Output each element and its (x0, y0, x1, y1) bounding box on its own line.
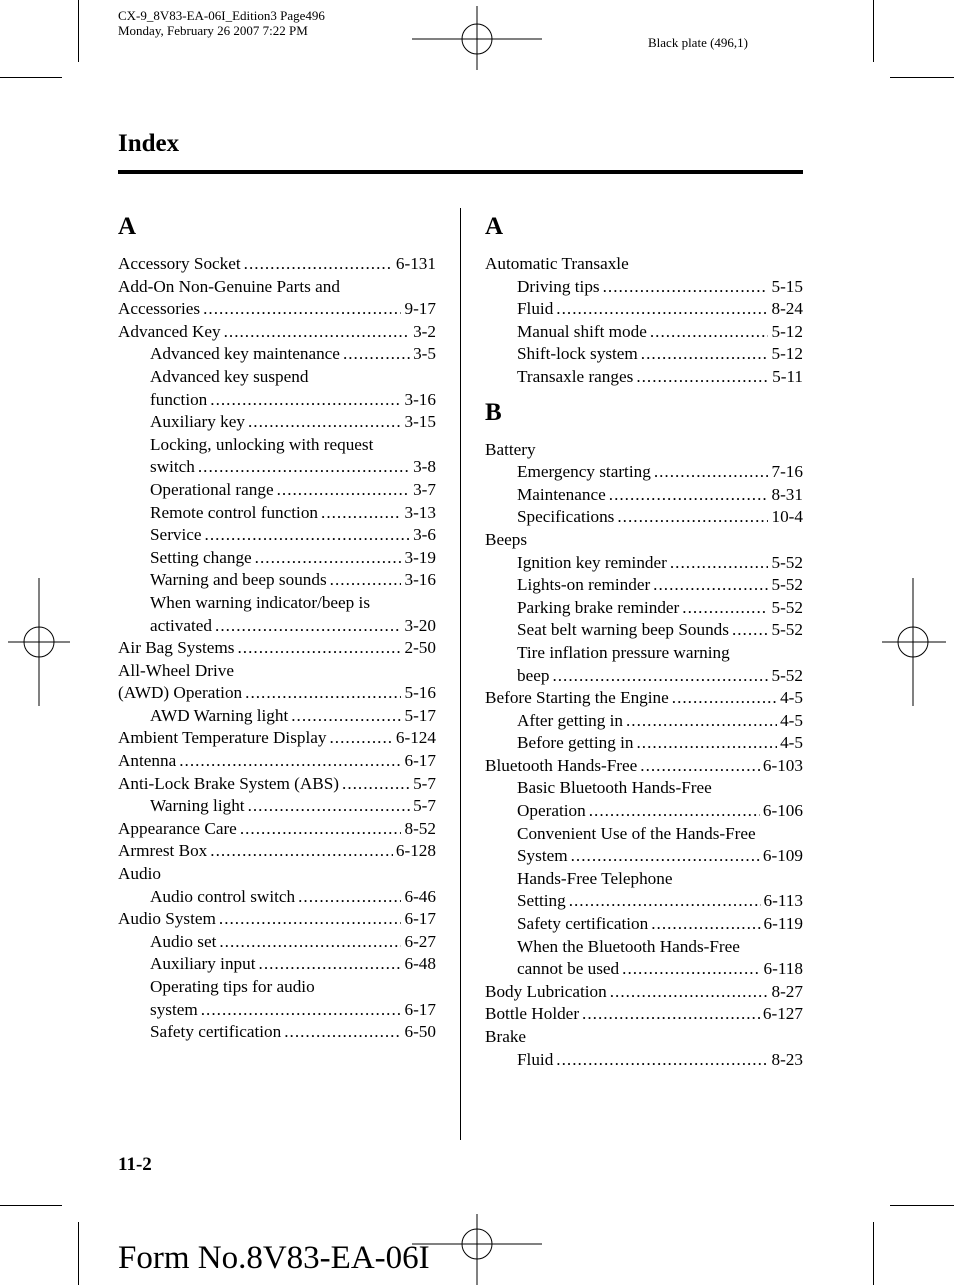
dot-leader (248, 411, 401, 434)
dot-leader (219, 908, 402, 931)
index-entry-page: 3-6 (413, 525, 436, 545)
index-entry (118, 434, 436, 457)
index-entry-page: 6-103 (762, 755, 803, 775)
index-entry (118, 366, 436, 389)
index-entry (485, 755, 803, 778)
crop-mark (873, 1222, 874, 1285)
index-entry-text: Setting change (150, 547, 252, 567)
index-entry (118, 931, 436, 954)
index-entry (485, 484, 803, 507)
index-entry-page: 3-7 (413, 479, 436, 499)
index-entry-page: 4-5 (780, 733, 803, 753)
dot-leader (636, 732, 777, 755)
index-entry-text: Accessories (118, 299, 201, 319)
index-entry-text: Armrest Box (118, 841, 208, 861)
index-entry-page: 6-128 (395, 841, 436, 861)
index-entry (485, 710, 803, 733)
index-entry (118, 389, 436, 412)
section-heading-a: A (485, 213, 504, 240)
index-entry-page: 3-13 (404, 502, 436, 522)
dot-leader (255, 547, 402, 570)
index-entry-page: 6-50 (404, 1022, 436, 1042)
index-entry-text: Ambient Temperature Display (118, 728, 327, 748)
dot-leader (342, 773, 410, 796)
index-entry (485, 298, 803, 321)
index-entry (118, 569, 436, 592)
header-plate: Black plate (496,1) (648, 35, 748, 50)
index-entry-text: cannot be used (517, 959, 620, 979)
dot-leader (245, 682, 401, 705)
registration-mark-left (8, 578, 70, 706)
index-entry (485, 845, 803, 868)
dot-leader (654, 461, 769, 484)
index-entry (118, 343, 436, 366)
dot-leader (321, 502, 401, 525)
index-entry-text: Safety certification (150, 1022, 282, 1042)
index-entry-text: Add-On Non-Genuine Parts and (118, 276, 340, 296)
index-entry (118, 999, 436, 1022)
index-entry (118, 705, 436, 728)
left-column (118, 211, 436, 1044)
dot-leader (219, 931, 401, 954)
index-entry-text: Advanced key suspend (150, 366, 309, 386)
index-entry-text: Shift-lock system (517, 344, 638, 364)
index-entry (118, 840, 436, 863)
index-entry-text: switch (150, 457, 195, 477)
index-entry (118, 795, 436, 818)
index-entry (118, 479, 436, 502)
index-entry (485, 823, 803, 846)
section-heading-a: A (118, 213, 137, 240)
index-entry-text: Appearance Care (118, 818, 237, 838)
index-entry (485, 913, 803, 936)
index-entry (485, 1049, 803, 1072)
index-entry (118, 750, 436, 773)
index-entry-list (485, 253, 803, 389)
index-entry-page: 5-15 (771, 276, 803, 296)
index-entry-text: Operating tips for audio (150, 977, 315, 996)
index-entry-page: 6-17 (404, 751, 436, 771)
index-entry (485, 1003, 803, 1026)
index-entry-text: Before getting in (517, 733, 634, 753)
index-entry-page: 5-11 (772, 366, 803, 386)
index-entry (485, 732, 803, 755)
index-entry (485, 890, 803, 913)
index-entry (118, 456, 436, 479)
dot-leader (571, 845, 760, 868)
dot-leader (179, 750, 401, 773)
registration-mark-right (882, 578, 946, 706)
dot-leader (617, 506, 768, 529)
index-entry-text: Body Lubrication (485, 981, 607, 1001)
index-entry-text: Auxiliary input (150, 954, 256, 974)
index-entry (118, 727, 436, 750)
index-entry-page: 6-127 (762, 1004, 803, 1024)
dot-leader (672, 687, 777, 710)
index-entry-text: Anti-Lock Brake System (ABS) (118, 773, 340, 793)
crop-mark (78, 0, 79, 62)
index-entry-text: Driving tips (517, 276, 600, 296)
crop-mark (873, 0, 874, 62)
dot-leader (610, 981, 769, 1004)
index-entry-page: 3-2 (413, 321, 436, 341)
index-entry (485, 958, 803, 981)
index-entry-page: 3-16 (404, 389, 436, 409)
index-entry-text: Fluid (517, 1049, 554, 1069)
index-entry-page: 5-52 (771, 620, 803, 640)
index-entry-text: Transaxle ranges (517, 366, 634, 386)
index-entry (118, 818, 436, 841)
index-entry-text: Audio System (118, 909, 216, 929)
index-entry-page: 5-16 (404, 683, 436, 703)
index-entry (485, 321, 803, 344)
index-entry-page: 8-31 (771, 484, 803, 504)
index-entry-page: 3-8 (413, 457, 436, 477)
index-entry-text: Air Bag Systems (118, 638, 235, 658)
index-entry-page: 5-52 (771, 552, 803, 572)
dot-leader (622, 958, 760, 981)
index-entry-text: Beeps (485, 529, 528, 549)
index-entry-text: Convenient Use of the Hands-Free (517, 823, 756, 843)
index-entry (118, 298, 436, 321)
dot-leader (291, 705, 401, 728)
index-entry-text: Warning and beep sounds (150, 570, 327, 590)
index-entry (118, 773, 436, 796)
index-entry-text: Locking, unlocking with request (150, 434, 374, 454)
index-entry (118, 660, 436, 683)
index-entry-page: 5-52 (771, 597, 803, 617)
dot-leader (609, 484, 769, 507)
index-entry (118, 908, 436, 931)
index-entry (118, 411, 436, 434)
index-entry (118, 886, 436, 909)
index-entry-text: After getting in (517, 710, 623, 730)
index-entry-text: Audio (118, 864, 161, 884)
index-entry-page: 3-16 (404, 570, 436, 590)
dot-leader (244, 253, 393, 276)
index-entry-text: Tire inflation pressure warning (517, 642, 730, 662)
dot-leader (215, 615, 401, 638)
index-entry (485, 343, 803, 366)
dot-leader (556, 1049, 768, 1072)
index-entry-text: Operational range (150, 479, 274, 499)
index-entry-page: 6-119 (763, 914, 803, 934)
index-entry (118, 524, 436, 547)
index-entry (118, 1021, 436, 1044)
index-entry-page: 6-109 (762, 846, 803, 866)
index-entry-page: 3-19 (404, 547, 436, 567)
index-entry-text: Hands-Free Telephone (517, 868, 673, 888)
index-entry-page: 9-17 (404, 299, 436, 319)
index-entry-page: 7-16 (771, 462, 803, 482)
dot-leader (569, 890, 761, 913)
index-entry (485, 687, 803, 710)
index-entry-text: Warning light (150, 796, 245, 816)
index-entry (485, 439, 803, 462)
index-entry-page: 4-5 (780, 710, 803, 730)
index-entry-text: Safety certification (517, 914, 649, 934)
index-entry (118, 547, 436, 570)
index-entry-text: Seat belt warning beep Sounds (517, 620, 729, 640)
section-heading-b: B (485, 398, 502, 426)
index-entry-page: 3-20 (404, 615, 436, 635)
index-entry (485, 619, 803, 642)
index-entry-page: 6-46 (404, 886, 436, 906)
index-entry-text: Parking brake reminder (517, 597, 680, 617)
dot-leader (240, 818, 402, 841)
index-entry-text: Antenna (118, 751, 177, 771)
index-entry-text: Audio control switch (150, 886, 296, 906)
index-entry-text: Basic Bluetooth Hands-Free (517, 778, 712, 798)
form-number: Form No.8V83-EA-06I (118, 1240, 430, 1276)
index-entry (118, 502, 436, 525)
index-entry-text: Ignition key reminder (517, 552, 667, 572)
index-entry-text: Operation (517, 801, 586, 821)
dot-leader (653, 574, 768, 597)
index-entry-page: 10-4 (771, 507, 803, 527)
dot-leader (636, 366, 769, 389)
index-entry (485, 574, 803, 597)
index-entry-text: function (150, 389, 208, 409)
index-entry (485, 777, 803, 800)
index-entry-text: Brake (485, 1027, 527, 1046)
dot-leader (640, 755, 760, 778)
title-rule (118, 170, 803, 174)
registration-mark-bottom (412, 1214, 542, 1285)
index-entry (485, 800, 803, 823)
index-entry-text: When warning indicator/beep is (150, 592, 371, 612)
dot-leader (284, 1021, 401, 1044)
index-entry-text: activated (150, 615, 213, 635)
index-entry-text: Bottle Holder (485, 1004, 580, 1024)
index-entry-text: system (150, 999, 198, 1019)
index-entry-text: Automatic Transaxle (485, 254, 629, 273)
dot-leader (552, 665, 768, 688)
index-entry-page: 5-12 (771, 321, 803, 341)
index-entry-list (118, 253, 436, 1044)
dot-leader (210, 389, 401, 412)
index-entry (485, 642, 803, 665)
index-entry (118, 253, 436, 276)
index-entry-text: Advanced Key (118, 321, 221, 341)
index-entry (118, 276, 436, 299)
page-number: 11-2 (118, 1154, 152, 1175)
index-entry-list (485, 439, 803, 1072)
dot-leader (582, 1003, 760, 1026)
index-entry-page: 3-15 (404, 412, 436, 432)
index-entry-page: 6-118 (763, 959, 803, 979)
index-entry-page: 6-131 (395, 254, 436, 273)
index-entry (118, 637, 436, 660)
index-entry-page: 5-52 (771, 665, 803, 685)
dot-leader (201, 999, 402, 1022)
dot-leader (238, 637, 402, 660)
index-entry-page: 8-52 (404, 818, 436, 838)
index-entry-page: 6-113 (763, 891, 803, 911)
dot-leader (203, 298, 401, 321)
index-entry-text: Emergency starting (517, 462, 651, 482)
index-entry-page: 6-17 (404, 999, 436, 1019)
index-entry (485, 461, 803, 484)
index-entry-page: 6-106 (762, 801, 803, 821)
dot-leader (277, 479, 410, 502)
dot-leader (205, 524, 411, 547)
index-entry-page: 6-17 (404, 909, 436, 929)
index-entry (485, 506, 803, 529)
column-divider (460, 208, 461, 1140)
index-entry (485, 936, 803, 959)
index-entry-text: Specifications (517, 507, 615, 527)
dot-leader (248, 795, 411, 818)
index-entry (118, 682, 436, 705)
crop-mark (890, 77, 954, 78)
header-date-line: Monday, February 26 2007 7:22 PM (118, 23, 308, 38)
index-entry (485, 552, 803, 575)
index-entry (485, 529, 803, 552)
index-entry-page: 3-5 (413, 344, 436, 364)
index-entry-text: System (517, 846, 568, 866)
registration-mark-top (412, 6, 542, 70)
index-entry-text: Manual shift mode (517, 321, 647, 341)
index-entry-page: 2-50 (404, 638, 436, 658)
index-entry-page: 5-17 (404, 705, 436, 725)
dot-leader (603, 276, 769, 299)
dot-leader (682, 597, 768, 620)
index-entry-text: beep (517, 665, 550, 685)
header-file-line: CX-9_8V83-EA-06I_Edition3 Page496 (118, 8, 325, 23)
index-entry (485, 597, 803, 620)
index-entry (485, 1026, 803, 1049)
index-entry-page: 5-52 (771, 575, 803, 595)
index-entry-page: 5-12 (771, 344, 803, 364)
index-entry (118, 953, 436, 976)
index-entry-page: 8-23 (771, 1049, 803, 1069)
index-entry-page: 5-7 (413, 773, 436, 793)
index-entry (118, 615, 436, 638)
index-entry (118, 863, 436, 886)
index-entry-text: Setting (517, 891, 566, 911)
index-entry-text: AWD Warning light (150, 705, 289, 725)
index-entry-text: Accessory Socket (118, 254, 241, 273)
index-entry-page: 6-48 (404, 954, 436, 974)
index-entry-text: Bluetooth Hands-Free (485, 755, 638, 775)
index-entry-text: Advanced key maintenance (150, 344, 340, 364)
crop-mark (890, 1205, 954, 1206)
index-entry (485, 276, 803, 299)
crop-mark (78, 1222, 79, 1285)
index-entry-page: 8-27 (771, 981, 803, 1001)
index-entry-text: Audio set (150, 931, 217, 951)
crop-mark (0, 1205, 62, 1206)
index-entry-text: Auxiliary key (150, 412, 245, 432)
index-entry (118, 976, 436, 999)
dot-leader (650, 321, 769, 344)
right-column (485, 211, 803, 1071)
index-entry (485, 253, 803, 276)
index-entry (485, 366, 803, 389)
dot-leader (626, 710, 777, 733)
index-entry-page: 5-7 (413, 796, 436, 816)
index-entry (485, 868, 803, 891)
index-entry (118, 592, 436, 615)
index-entry-page: 4-5 (780, 688, 803, 708)
dot-leader (259, 953, 402, 976)
dot-leader (198, 456, 410, 479)
page-title: Index (118, 130, 180, 157)
index-entry-page: 6-27 (404, 931, 436, 951)
dot-leader (298, 886, 401, 909)
dot-leader (641, 343, 769, 366)
index-entry-text: Fluid (517, 299, 554, 319)
dot-leader (330, 727, 393, 750)
dot-leader (651, 913, 760, 936)
dot-leader (670, 552, 769, 575)
dot-leader (556, 298, 768, 321)
index-entry-text: Lights-on reminder (517, 575, 651, 595)
crop-mark (0, 77, 62, 78)
index-entry (118, 321, 436, 344)
index-entry (485, 981, 803, 1004)
index-entry-text: Battery (485, 439, 536, 459)
index-entry (485, 665, 803, 688)
index-entry-text: Before Starting the Engine (485, 688, 669, 708)
dot-leader (589, 800, 760, 823)
dot-leader (343, 343, 410, 366)
index-entry-text: Service (150, 525, 202, 545)
dot-leader (224, 321, 410, 344)
index-entry-text: Remote control function (150, 502, 319, 522)
index-entry-text: (AWD) Operation (118, 683, 243, 703)
index-entry-text: All-Wheel Drive (118, 660, 234, 680)
index-entry-text: When the Bluetooth Hands-Free (517, 936, 740, 956)
index-entry-page: 6-124 (395, 728, 436, 748)
dot-leader (732, 619, 769, 642)
index-entry-page: 8-24 (771, 299, 803, 319)
index-entry-text: Maintenance (517, 484, 606, 504)
dot-leader (330, 569, 402, 592)
dot-leader (210, 840, 393, 863)
